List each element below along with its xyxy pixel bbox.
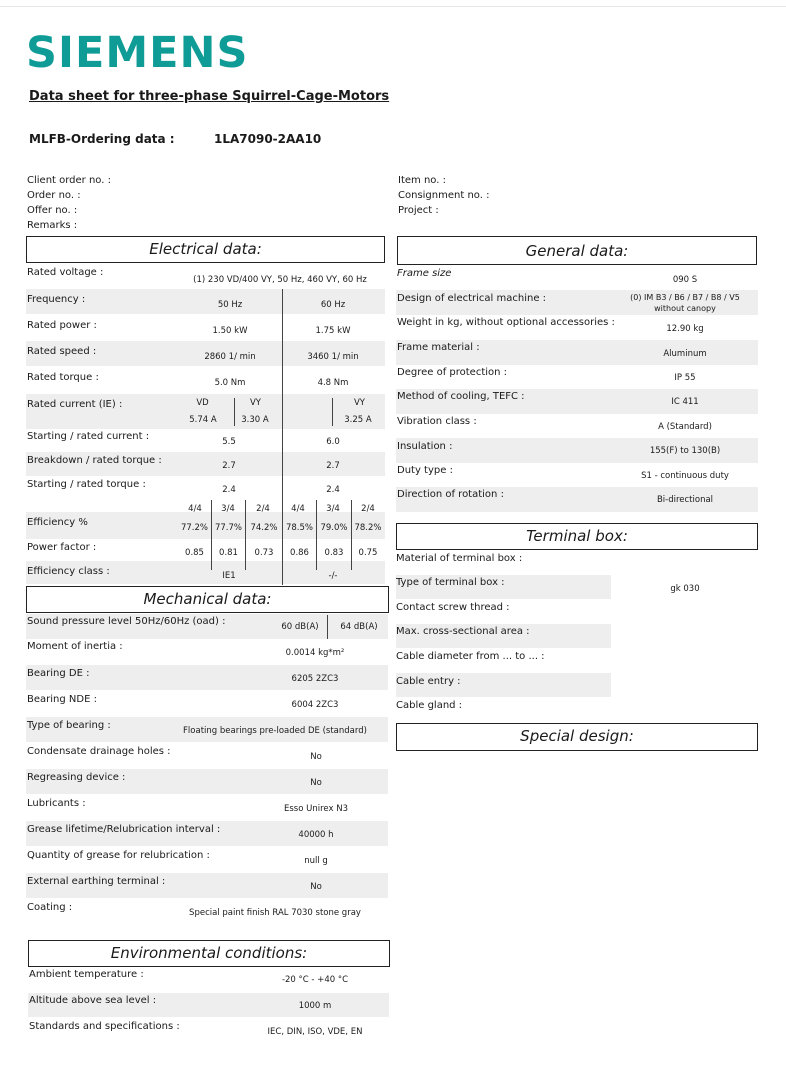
breakdown-torque-50: 2.7 [222, 461, 236, 471]
cable-entry-label: Cable entry : [396, 676, 461, 687]
current-vy-value: 3.30 A [241, 415, 269, 425]
power-factor-value: 0.83 [324, 548, 344, 558]
load-header: 2/4 [361, 504, 375, 514]
rated-speed-60: 3460 1/ min [307, 352, 359, 362]
rated-speed-50: 2860 1/ min [204, 352, 256, 362]
design-value-2: without canopy [654, 304, 716, 313]
general-section-title: General data: [397, 236, 757, 265]
weight-value: 12.90 kg [666, 324, 704, 334]
rated-current-label: Rated current (IE) : [27, 399, 123, 410]
frequency-50: 50 Hz [217, 300, 243, 310]
top-divider [0, 6, 786, 7]
frequency-label: Frequency : [27, 294, 86, 305]
consignment-label: Consignment no. : [398, 190, 490, 201]
protection-value: IP 55 [674, 373, 696, 383]
load-header: 3/4 [326, 504, 340, 514]
efficiency-value: 78.2% [354, 523, 382, 533]
lubricants-label: Lubricants : [27, 798, 86, 809]
grease-qty-label: Quantity of grease for relubrication : [27, 850, 210, 861]
efficiency-class-60: -/- [328, 571, 338, 581]
altitude-value: 1000 m [298, 1001, 332, 1011]
bearing-de-label: Bearing DE : [27, 668, 90, 679]
rated-torque-50: 5.0 Nm [214, 378, 246, 388]
breakdown-torque-60: 2.7 [326, 461, 340, 471]
rated-voltage-value: (1) 230 VD/400 VY, 50 Hz, 460 VY, 60 Hz [193, 275, 367, 285]
rotation-label: Direction of rotation : [397, 489, 504, 500]
bearing-nde-value: 6004 2ZC3 [291, 700, 339, 710]
power-factor-value: 0.81 [219, 548, 238, 558]
frame-material-value: Aluminum [663, 349, 707, 359]
power-factor-value: 0.75 [358, 548, 378, 558]
rated-power-50: 1.50 kW [212, 326, 248, 336]
frame-size-label: Frame size [397, 268, 452, 279]
client-order-label: Client order no. : [27, 175, 111, 186]
mlfb-value: 1LA7090-2AA10 [214, 132, 322, 146]
mechanical-section-title: Mechanical data: [26, 586, 389, 613]
power-factor-label: Power factor : [27, 542, 97, 553]
current-divider-60 [332, 398, 333, 426]
load-divider [211, 500, 212, 570]
rated-voltage-label: Rated voltage : [27, 267, 104, 278]
efficiency-value: 77.2% [180, 523, 208, 533]
project-label: Project : [398, 205, 439, 216]
load-header: 3/4 [221, 504, 235, 514]
starting-torque-60: 2.4 [326, 485, 340, 495]
grease-life-value: 40000 h [298, 830, 334, 840]
bearing-type-label: Type of bearing : [27, 720, 111, 731]
load-divider [316, 500, 317, 570]
siemens-logo: SIEMENS [26, 28, 249, 78]
rated-power-label: Rated power : [27, 320, 97, 331]
column-divider [282, 289, 283, 585]
efficiency-class-label: Efficiency class : [27, 566, 110, 577]
load-divider [351, 500, 352, 570]
frame-size-value: 090 S [672, 275, 698, 285]
load-header: 4/4 [291, 504, 305, 514]
rotation-value: Bi-directional [656, 495, 714, 505]
frame-material-label: Frame material : [397, 342, 480, 353]
rated-torque-60: 4.8 Nm [317, 378, 349, 388]
starting-current-60: 6.0 [326, 437, 340, 447]
current-vd-value: 5.74 A [189, 415, 217, 425]
duty-value: S1 - continuous duty [641, 471, 729, 481]
screw-thread-label: Contact screw thread : [396, 602, 510, 613]
current-vd-header: VD [196, 398, 209, 408]
standards-value: IEC, DIN, ISO, VDE, EN [267, 1027, 363, 1037]
terminal-material-label: Material of terminal box : [396, 553, 523, 564]
rated-power-60: 1.75 kW [315, 326, 351, 336]
cooling-value: IC 411 [671, 397, 699, 407]
current-vy-header: VY [249, 398, 261, 408]
vibration-value: A (Standard) [658, 422, 712, 432]
power-factor-value: 0.73 [254, 548, 274, 558]
bearing-nde-label: Bearing NDE : [27, 694, 97, 705]
inertia-value: 0.0014 kg*m² [285, 648, 345, 658]
power-factor-value: 0.86 [290, 548, 309, 558]
power-factor-value: 0.85 [185, 548, 204, 558]
ambient-value: -20 °C - +40 °C [281, 975, 349, 985]
current-vy60-value: 3.25 A [344, 415, 372, 425]
bearing-de-value: 6205 2ZC3 [291, 674, 339, 684]
weight-label: Weight in kg, without optional accessories : [397, 317, 615, 328]
order-no-label: Order no. : [27, 190, 81, 201]
earthing-label: External earthing terminal : [27, 876, 166, 887]
mlfb-label: MLFB-Ordering data : [29, 132, 175, 146]
sound-50: 60 dB(A) [281, 622, 319, 632]
doc-title: Data sheet for three-phase Squirrel-Cage-Motors [29, 89, 390, 104]
vibration-label: Vibration class : [397, 416, 477, 427]
bearing-type-value: Floating bearings pre-loaded DE (standard) [183, 726, 367, 736]
cable-gland-label: Cable gland : [396, 700, 463, 711]
terminal-type-label: Type of terminal box : [396, 577, 505, 588]
cross-section-label: Max. cross-sectional area : [396, 626, 530, 637]
inertia-label: Moment of inertia : [27, 641, 123, 652]
rated-torque-label: Rated torque : [27, 372, 99, 383]
efficiency-value: 77.7% [214, 523, 242, 533]
protection-label: Degree of protection : [397, 367, 508, 378]
sound-divider [327, 615, 328, 639]
design-label: Design of electrical machine : [397, 293, 547, 304]
electrical-section-title: Electrical data: [26, 236, 385, 263]
condensate-value: No [310, 752, 322, 762]
coating-value: Special paint finish RAL 7030 stone gray [189, 908, 361, 918]
sound-60: 64 dB(A) [340, 622, 378, 632]
load-divider [245, 500, 246, 570]
starting-torque-label: Starting / rated torque : [27, 479, 146, 490]
starting-current-label: Starting / rated current : [27, 431, 150, 442]
load-header: 2/4 [256, 504, 270, 514]
altitude-label: Altitude above sea level : [29, 995, 157, 1006]
frequency-60: 60 Hz [320, 300, 346, 310]
grease-life-label: Grease lifetime/Relubrication interval : [27, 824, 221, 835]
current-vy60-header: VY [353, 398, 365, 408]
rated-speed-label: Rated speed : [27, 346, 97, 357]
starting-current-50: 5.5 [222, 437, 236, 447]
insulation-value: 155(F) to 130(B) [649, 446, 721, 456]
breakdown-torque-label: Breakdown / rated torque : [27, 455, 162, 466]
sound-label: Sound pressure level 50Hz/60Hz (oad) : [27, 616, 226, 627]
condensate-label: Condensate drainage holes : [27, 746, 171, 757]
efficiency-value: 79.0% [320, 523, 348, 533]
terminal-section-title: Terminal box: [396, 523, 758, 550]
remarks-label: Remarks : [27, 220, 78, 231]
environmental-section-title: Environmental conditions: [28, 940, 390, 967]
starting-torque-50: 2.4 [222, 485, 236, 495]
special-section-title: Special design: [396, 723, 758, 751]
terminal-type-value: gk 030 [670, 584, 700, 594]
offer-no-label: Offer no. : [27, 205, 78, 216]
design-value-1: (0) IM B3 / B6 / B7 / B8 / V5 [630, 293, 740, 302]
cooling-label: Method of cooling, TEFC : [397, 391, 525, 402]
insulation-label: Insulation : [397, 441, 453, 452]
efficiency-class-50: IE1 [222, 571, 236, 581]
earthing-value: No [310, 882, 322, 892]
coating-label: Coating : [27, 902, 73, 913]
regreasing-label: Regreasing device : [27, 772, 126, 783]
efficiency-value: 78.5% [285, 523, 313, 533]
ambient-label: Ambient temperature : [29, 969, 144, 980]
cable-diameter-label: Cable diameter from ... to ... : [396, 651, 545, 662]
grease-qty-value: null g [304, 856, 328, 866]
regreasing-value: No [310, 778, 322, 788]
lubricants-value: Esso Unirex N3 [284, 804, 348, 814]
standards-label: Standards and specifications : [29, 1021, 180, 1032]
duty-label: Duty type : [397, 465, 453, 476]
efficiency-value: 74.2% [250, 523, 278, 533]
efficiency-label: Efficiency % [27, 517, 88, 528]
item-no-label: Item no. : [398, 175, 446, 186]
load-header: 4/4 [188, 504, 202, 514]
